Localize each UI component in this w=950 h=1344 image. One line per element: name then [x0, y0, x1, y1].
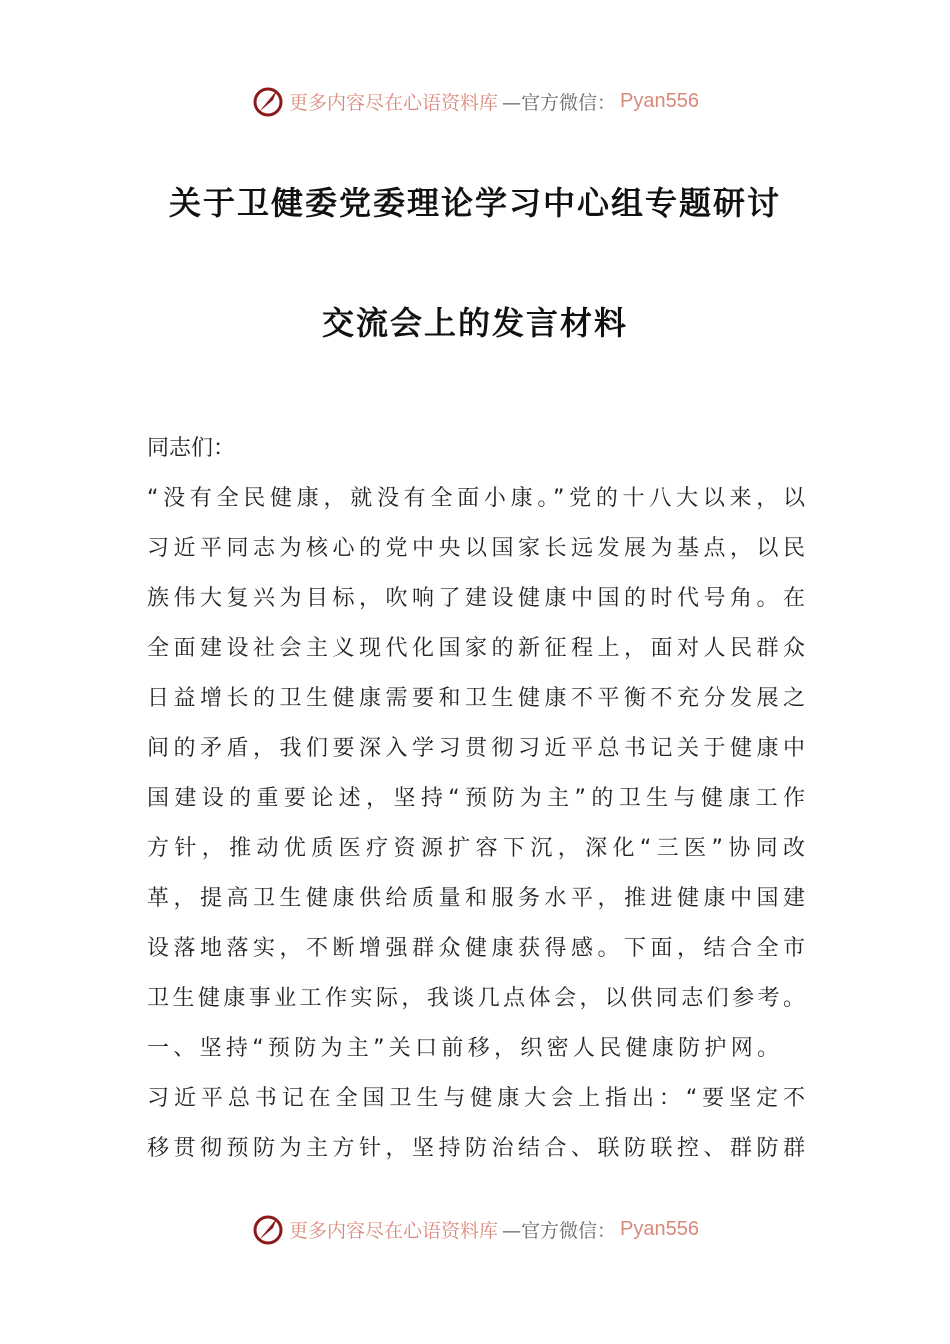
- body-line: 全面建设社会主义现代化国家的新征程上，面对人民群众: [147, 636, 805, 661]
- watermark-wechat-id: Pyan556: [620, 1217, 699, 1240]
- body-line: 方针，推动优质医疗资源扩容下沉，深化“三医”协同改: [147, 836, 805, 861]
- section-heading: 一、坚持“预防为主”关口前移，织密人民健康防护网。: [147, 1036, 784, 1061]
- footer-watermark: [0, 1212, 950, 1246]
- quill-logo-icon: [251, 1212, 285, 1246]
- quill-logo-icon: [251, 84, 285, 118]
- body-line: 移贯彻预防为主方针，坚持防治结合、联防联控、群防群: [147, 1136, 805, 1161]
- document-title-line2: 交流会上的发言材料: [321, 304, 628, 342]
- body-line: 习近平总书记在全国卫生与健康大会上指出：“要坚定不: [147, 1086, 805, 1111]
- watermark-wechat-label: —官方微信：: [502, 1219, 617, 1242]
- header-watermark: [0, 84, 950, 118]
- body-line: 设落地落实，不断增强群众健康获得感。下面，结合全市: [147, 936, 805, 961]
- body-line: 国建设的重要论述，坚持“预防为主”的卫生与健康工作: [147, 786, 805, 811]
- body-line: “没有全民健康，就没有全面小康。”党的十八大以来，以: [147, 486, 805, 511]
- body-line: 卫生健康事业工作实际，我谈几点体会，以供同志们参考。: [147, 986, 805, 1011]
- body-line: 间的矛盾，我们要深入学习贯彻习近平总书记关于健康中: [147, 736, 805, 761]
- salutation: 同志们：: [147, 436, 236, 461]
- body-line: 革，提高卫生健康供给质量和服务水平，推进健康中国建: [147, 886, 805, 911]
- body-line: 日益增长的卫生健康需要和卫生健康不平衡不充分发展之: [147, 686, 805, 711]
- document-body: [147, 432, 805, 1182]
- watermark-text: 更多内容尽在心语资料库: [289, 1219, 499, 1242]
- watermark-text: 更多内容尽在心语资料库: [289, 91, 499, 114]
- body-line: 族伟大复兴为目标，吹响了建设健康中国的时代号角。在: [147, 586, 805, 611]
- watermark-wechat-id: Pyan556: [620, 89, 699, 112]
- watermark-wechat-label: —官方微信：: [502, 91, 617, 114]
- document-title-line1: 关于卫健委党委理论学习中心组专题研讨: [168, 184, 781, 222]
- body-line: 习近平同志为核心的党中央以国家长远发展为基点，以民: [147, 536, 805, 561]
